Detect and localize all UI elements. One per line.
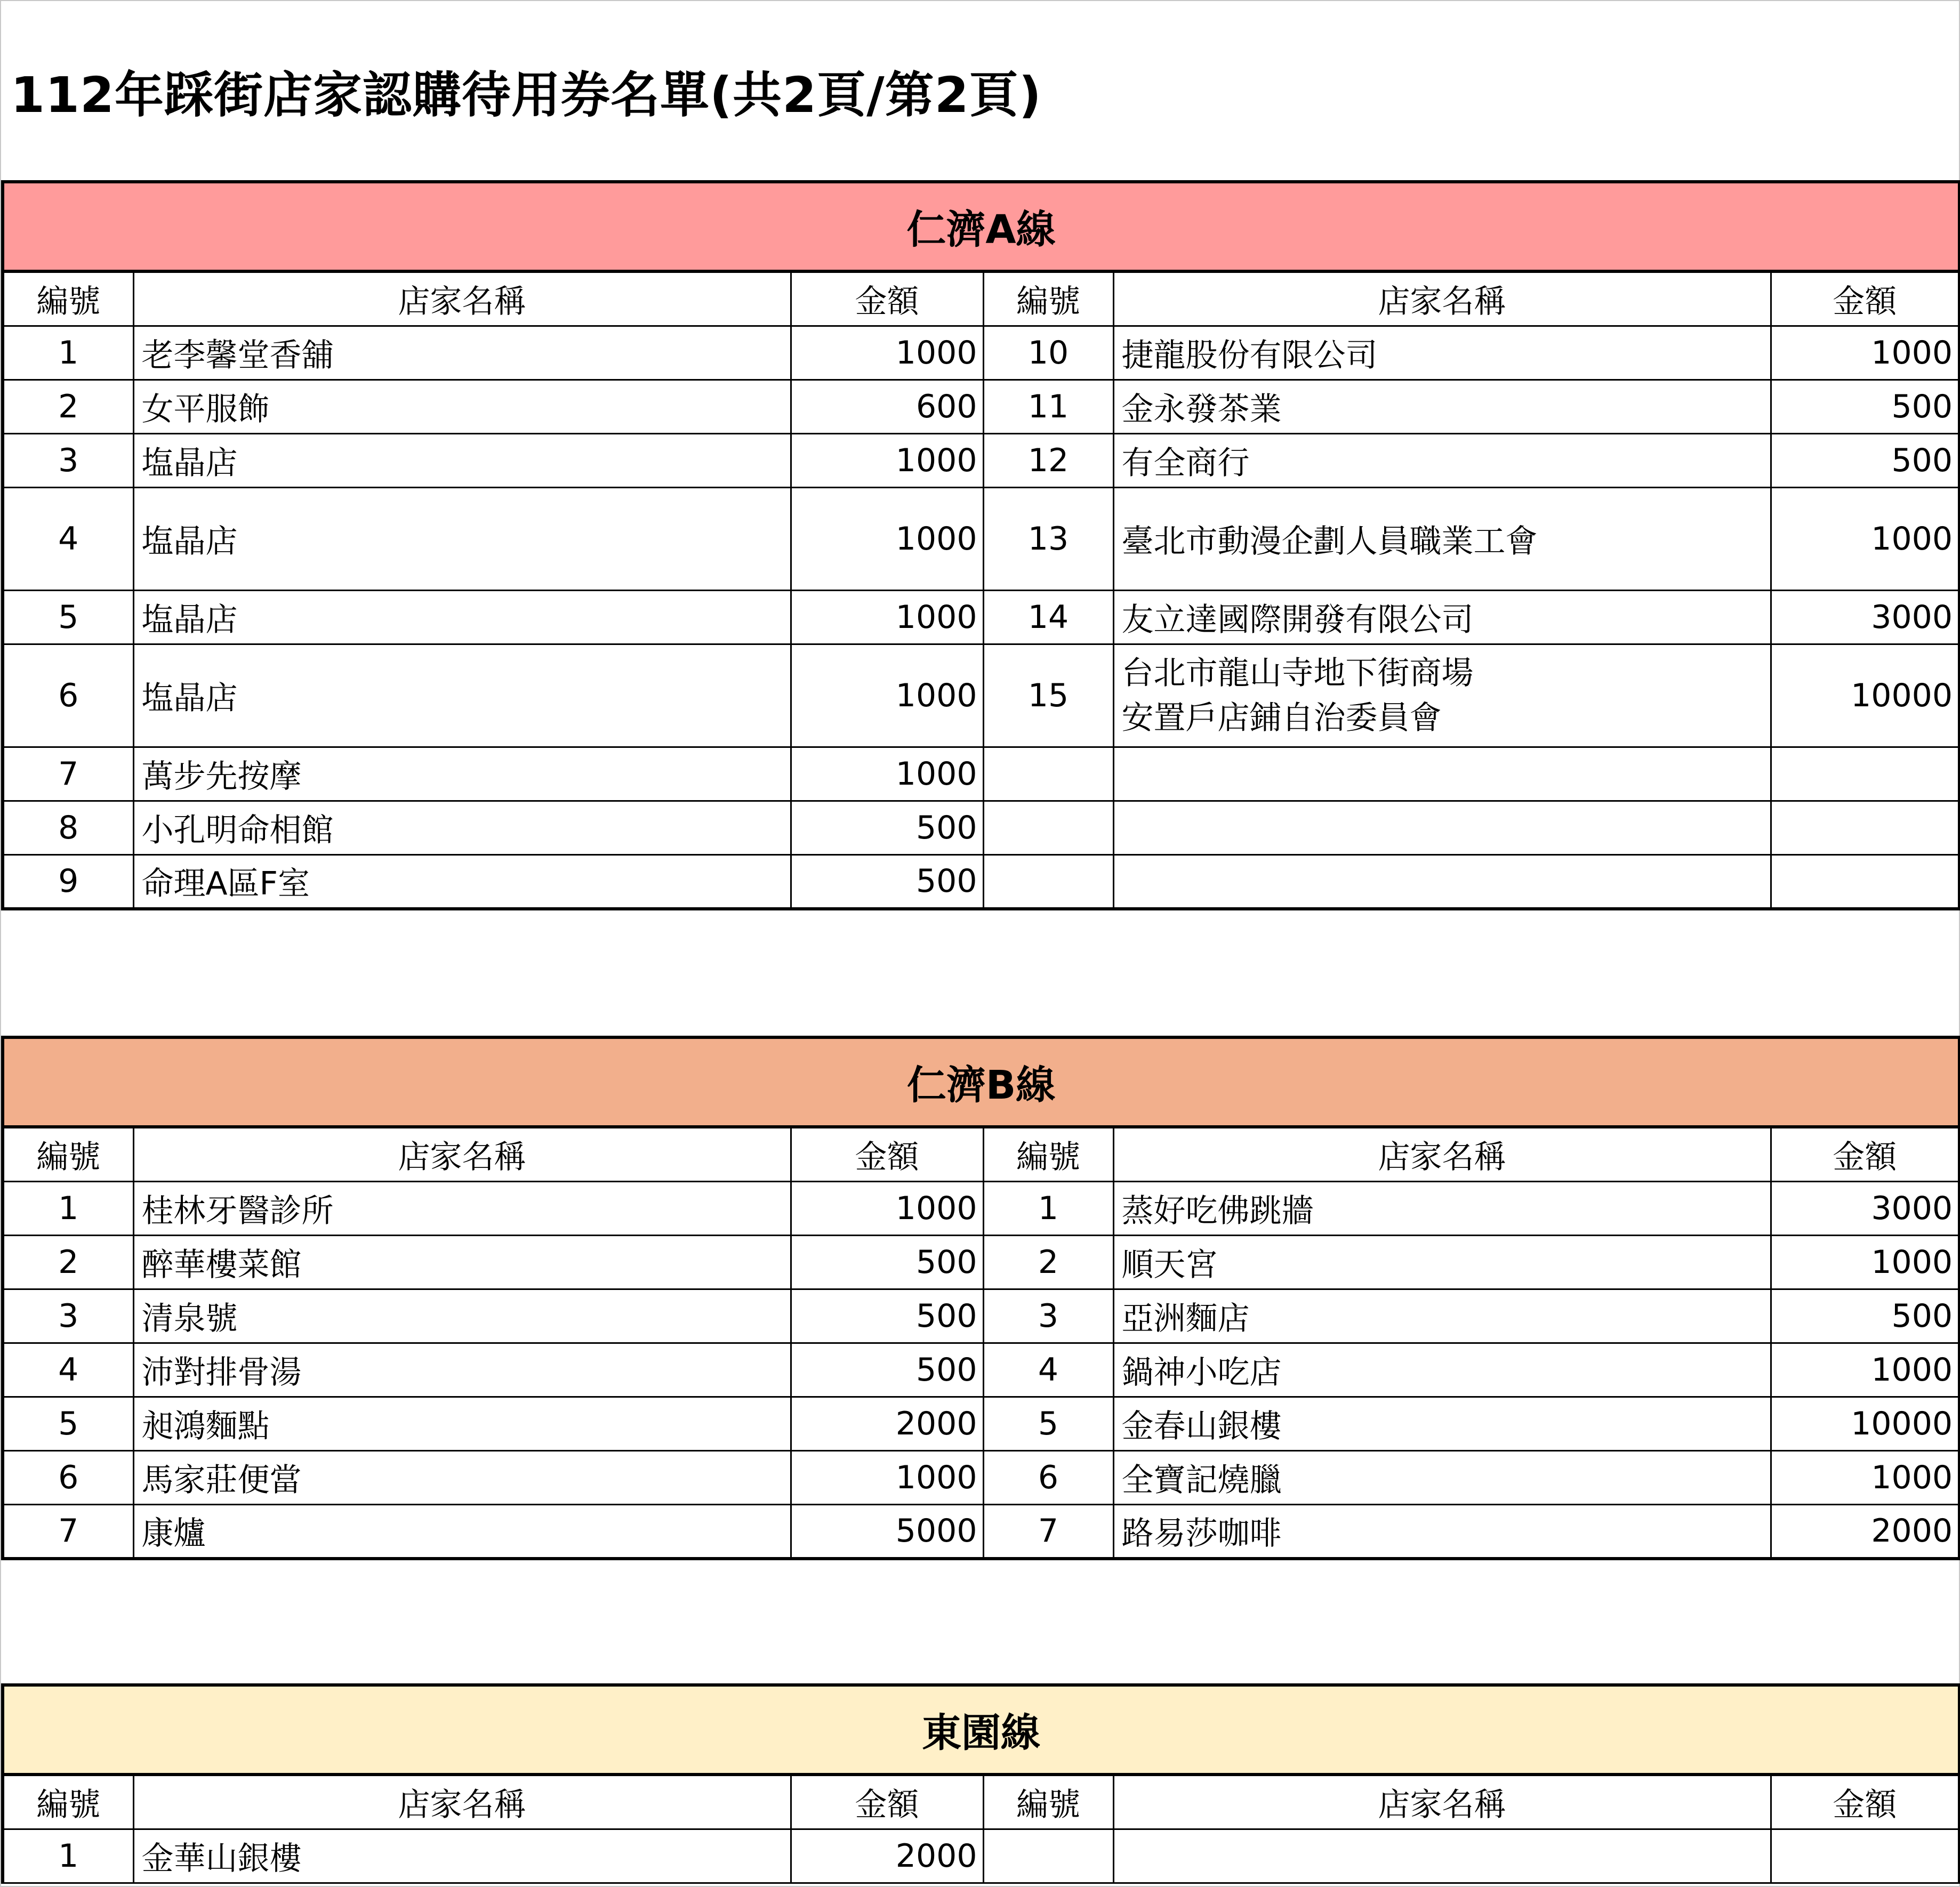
section-table (1, 1036, 1960, 1560)
table-row (3, 1505, 1959, 1559)
amount: 1000 (791, 591, 983, 644)
row-number: 2 (3, 1236, 133, 1289)
amount: 1000 (791, 1451, 983, 1505)
col-number: 編號 (3, 1127, 133, 1182)
row-number: 1 (983, 1182, 1113, 1236)
store-name-line: 安置戶店鋪自治委員會 (1121, 699, 1442, 737)
store-name: 女平服飾 (133, 380, 791, 434)
row-number: 4 (983, 1343, 1113, 1397)
amount (1771, 1829, 1959, 1883)
amount: 2000 (1771, 1505, 1959, 1559)
store-name: 金春山銀樓 (1113, 1397, 1771, 1451)
table-row (3, 591, 1959, 644)
table-row (3, 1236, 1959, 1289)
table-row (3, 434, 1959, 488)
amount: 500 (791, 801, 983, 855)
col-amount: 金額 (791, 1127, 983, 1182)
col-number: 編號 (3, 1775, 133, 1829)
table-row (3, 1451, 1959, 1505)
section-table (1, 1683, 1960, 1884)
table-row (3, 1343, 1959, 1397)
col-store-name: 店家名稱 (1113, 1775, 1771, 1829)
store-name: 塩晶店 (133, 644, 791, 747)
amount: 500 (791, 1289, 983, 1343)
store-name: 鍋神小吃店 (1113, 1343, 1771, 1397)
section-title: 仁濟B線 (3, 1037, 1959, 1127)
amount: 1000 (791, 644, 983, 747)
table-row (3, 1182, 1959, 1236)
store-name (1113, 1829, 1771, 1883)
amount: 1000 (1771, 326, 1959, 380)
store-name: 塩晶店 (133, 434, 791, 488)
row-number (983, 747, 1113, 801)
store-name: 金永發茶業 (1113, 380, 1771, 434)
store-name: 老李馨堂香舖 (133, 326, 791, 380)
row-number: 11 (983, 380, 1113, 434)
col-store-name: 店家名稱 (133, 271, 791, 326)
store-name: 命理A區F室 (133, 855, 791, 909)
store-name: 金華山銀樓 (133, 1829, 791, 1883)
row-number: 6 (983, 1451, 1113, 1505)
store-name: 亞洲麵店 (1113, 1289, 1771, 1343)
store-name-line: 台北市龍山寺地下街商場 (1121, 655, 1474, 692)
row-number: 1 (3, 326, 133, 380)
amount (1771, 855, 1959, 909)
column-header-row (3, 1775, 1959, 1829)
amount: 500 (791, 855, 983, 909)
store-name: 醉華樓菜館 (133, 1236, 791, 1289)
row-number: 5 (3, 591, 133, 644)
amount: 500 (791, 1343, 983, 1397)
store-name: 清泉號 (133, 1289, 791, 1343)
row-number: 14 (983, 591, 1113, 644)
column-header-row (3, 1127, 1959, 1182)
col-store-name: 店家名稱 (133, 1127, 791, 1182)
amount (1771, 747, 1959, 801)
row-number: 7 (983, 1505, 1113, 1559)
amount: 3000 (1771, 1182, 1959, 1236)
col-amount: 金額 (791, 271, 983, 326)
amount: 1000 (1771, 488, 1959, 591)
row-number: 5 (3, 1397, 133, 1451)
section-title: 東園線 (3, 1685, 1959, 1775)
row-number: 13 (983, 488, 1113, 591)
store-name: 路易莎咖啡 (1113, 1505, 1771, 1559)
amount (1771, 801, 1959, 855)
col-number: 編號 (983, 1775, 1113, 1829)
row-number: 3 (983, 1289, 1113, 1343)
store-name: 順天宮 (1113, 1236, 1771, 1289)
amount: 2000 (791, 1397, 983, 1451)
amount: 1000 (791, 488, 983, 591)
store-name: 有全商行 (1113, 434, 1771, 488)
row-number (983, 855, 1113, 909)
row-number: 3 (3, 434, 133, 488)
amount: 5000 (791, 1505, 983, 1559)
row-number: 4 (3, 488, 133, 591)
table-row (3, 747, 1959, 801)
amount: 500 (1771, 1289, 1959, 1343)
col-number: 編號 (983, 1127, 1113, 1182)
row-number: 8 (3, 801, 133, 855)
store-name (1113, 855, 1771, 909)
table-row (3, 1829, 1959, 1883)
amount: 1000 (1771, 1236, 1959, 1289)
store-name (1113, 644, 1771, 747)
amount: 1000 (791, 747, 983, 801)
table-row (3, 1289, 1959, 1343)
row-number: 15 (983, 644, 1113, 747)
amount: 3000 (1771, 591, 1959, 644)
col-number: 編號 (3, 271, 133, 326)
row-number: 6 (3, 1451, 133, 1505)
amount: 10000 (1771, 1397, 1959, 1451)
col-amount: 金額 (1771, 1775, 1959, 1829)
amount: 1000 (791, 434, 983, 488)
table-row (3, 855, 1959, 909)
table-row (3, 380, 1959, 434)
table-row (3, 326, 1959, 380)
row-number: 9 (3, 855, 133, 909)
store-name (1113, 801, 1771, 855)
row-number: 2 (3, 380, 133, 434)
col-number: 編號 (983, 271, 1113, 326)
col-store-name: 店家名稱 (1113, 271, 1771, 326)
col-store-name: 店家名稱 (1113, 1127, 1771, 1182)
row-number: 7 (3, 1505, 133, 1559)
store-name: 康爐 (133, 1505, 791, 1559)
store-name: 桂林牙醫診所 (133, 1182, 791, 1236)
store-name: 臺北市動漫企劃人員職業工會 (1113, 488, 1771, 591)
store-name: 昶鴻麵點 (133, 1397, 791, 1451)
col-amount: 金額 (1771, 1127, 1959, 1182)
store-name: 蒸好吃佛跳牆 (1113, 1182, 1771, 1236)
section-dongyuan (1, 1683, 1958, 1884)
row-number: 3 (3, 1289, 133, 1343)
amount: 500 (1771, 380, 1959, 434)
page-title: 112年踩街店家認購待用券名單(共2頁/第2頁) (11, 67, 1042, 124)
store-name: 塩晶店 (133, 488, 791, 591)
section-renji-a (1, 180, 1958, 910)
store-name: 萬步先按摩 (133, 747, 791, 801)
table-row (3, 488, 1959, 591)
row-number: 6 (3, 644, 133, 747)
store-name: 馬家莊便當 (133, 1451, 791, 1505)
row-number: 12 (983, 434, 1113, 488)
store-name: 沛對排骨湯 (133, 1343, 791, 1397)
store-name: 小孔明命相館 (133, 801, 791, 855)
amount: 600 (791, 380, 983, 434)
row-number: 10 (983, 326, 1113, 380)
table-row (3, 644, 1959, 747)
row-number (983, 801, 1113, 855)
section-renji-b (1, 1036, 1958, 1560)
col-amount: 金額 (1771, 271, 1959, 326)
row-number: 1 (3, 1182, 133, 1236)
amount: 500 (1771, 434, 1959, 488)
row-number: 5 (983, 1397, 1113, 1451)
store-name: 捷龍股份有限公司 (1113, 326, 1771, 380)
amount: 1000 (791, 326, 983, 380)
amount: 1000 (791, 1182, 983, 1236)
section-table (1, 180, 1960, 910)
row-number (983, 1829, 1113, 1883)
amount: 1000 (1771, 1451, 1959, 1505)
store-name: 友立達國際開發有限公司 (1113, 591, 1771, 644)
col-store-name: 店家名稱 (133, 1775, 791, 1829)
amount: 2000 (791, 1829, 983, 1883)
col-amount: 金額 (791, 1775, 983, 1829)
row-number: 4 (3, 1343, 133, 1397)
store-name: 塩晶店 (133, 591, 791, 644)
row-number: 7 (3, 747, 133, 801)
section-title: 仁濟A線 (3, 182, 1959, 271)
amount: 500 (791, 1236, 983, 1289)
amount: 1000 (1771, 1343, 1959, 1397)
row-number: 1 (3, 1829, 133, 1883)
row-number: 2 (983, 1236, 1113, 1289)
store-name: 全寶記燒臘 (1113, 1451, 1771, 1505)
table-row (3, 1397, 1959, 1451)
column-header-row (3, 271, 1959, 326)
table-row (3, 801, 1959, 855)
store-name (1113, 747, 1771, 801)
amount: 10000 (1771, 644, 1959, 747)
